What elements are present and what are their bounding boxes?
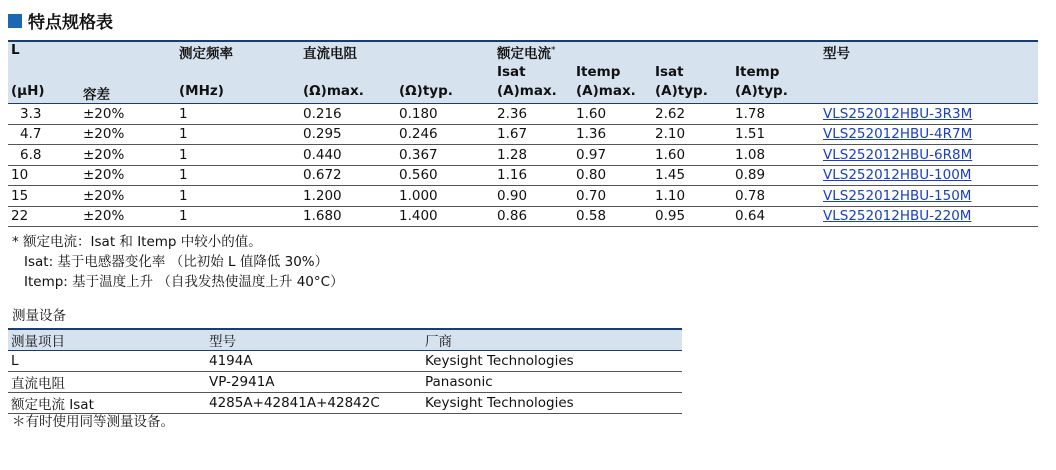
cell-itemp-typ: 0.64 xyxy=(732,206,820,227)
cell-L: 4.7 xyxy=(8,124,80,145)
cell-model: 4285A+42841A+42842C xyxy=(206,392,422,413)
cell-model: VP-2941A xyxy=(206,371,422,392)
cell-L: 22 xyxy=(8,206,80,227)
cell-dcr-typ: 1.400 xyxy=(396,206,494,227)
section-title xyxy=(8,8,113,33)
unit-isat-max: (A)max. xyxy=(494,83,573,104)
cell-isat-max: 0.86 xyxy=(494,206,573,227)
cell-freq: 1 xyxy=(176,124,300,145)
cell-dcr-max: 0.295 xyxy=(300,124,396,145)
unit-isat-typ: (A)typ. xyxy=(652,83,732,104)
spec-table xyxy=(8,40,1038,227)
cell-freq: 1 xyxy=(176,145,300,166)
header-itemp-max: Itemp xyxy=(573,64,652,83)
cell-dcr-typ: 0.180 xyxy=(396,104,494,125)
spec-header-row-1 xyxy=(8,41,1038,64)
cell-dcr-typ: 0.367 xyxy=(396,145,494,166)
header-model: 型号 xyxy=(206,329,422,351)
table-row xyxy=(8,351,682,372)
table-row xyxy=(8,124,1038,145)
cell-itemp-max: 1.36 xyxy=(573,124,652,145)
cell-L: 15 xyxy=(8,186,80,207)
header-isat-typ: Isat xyxy=(652,64,732,83)
cell-itemp-typ: 0.89 xyxy=(732,165,820,186)
cell-isat-max: 1.16 xyxy=(494,165,573,186)
cell-freq: 1 xyxy=(176,165,300,186)
section-title-text: 特点规格表 xyxy=(28,13,113,33)
table-row xyxy=(8,104,1038,125)
title-square-icon xyxy=(8,14,22,28)
cell-freq: 1 xyxy=(176,186,300,207)
model-link[interactable]: VLS252012HBU-4R7M xyxy=(823,126,973,143)
cell-maker: Keysight Technologies xyxy=(422,392,682,413)
cell-isat-max: 1.28 xyxy=(494,145,573,166)
header-item: 测量项目 xyxy=(8,329,206,351)
measurement-header-row xyxy=(8,329,682,351)
cell-L: 3.3 xyxy=(8,104,80,125)
unit-dcr-typ: (Ω)typ. xyxy=(396,83,494,104)
spec-header-row-2 xyxy=(8,64,1038,83)
cell-isat-typ: 1.45 xyxy=(652,165,732,186)
header-dcr: 直流电阻 xyxy=(300,41,494,64)
table-row xyxy=(8,145,1038,166)
cell-isat-typ: 0.95 xyxy=(652,206,732,227)
cell-isat-typ: 1.60 xyxy=(652,145,732,166)
footnote-isat: Isat: 基于电感器变化率 （比初始 L 值降低 30%） xyxy=(24,254,329,270)
cell-itemp-typ: 1.51 xyxy=(732,124,820,145)
cell-tol: ±20% xyxy=(80,104,176,125)
table-row xyxy=(8,186,1038,207)
cell-tol: ±20% xyxy=(80,145,176,166)
cell-dcr-max: 1.200 xyxy=(300,186,396,207)
cell-dcr-typ: 0.560 xyxy=(396,165,494,186)
cell-tol: ±20% xyxy=(80,186,176,207)
cell-dcr-max: 0.216 xyxy=(300,104,396,125)
unit-L: (μH) xyxy=(8,83,80,104)
unit-dcr-max: (Ω)max. xyxy=(300,83,396,104)
cell-itemp-max: 0.80 xyxy=(573,165,652,186)
table-row xyxy=(8,165,1038,186)
cell-itemp-typ: 0.78 xyxy=(732,186,820,207)
cell-itemp-typ: 1.78 xyxy=(732,104,820,125)
cell-itemp-max: 0.97 xyxy=(573,145,652,166)
footnotes xyxy=(12,232,344,292)
cell-item: L xyxy=(8,351,206,372)
cell-L: 10 xyxy=(8,165,80,186)
header-rated: 额定电流* xyxy=(494,41,820,64)
cell-itemp-max: 0.58 xyxy=(573,206,652,227)
rated-footnote-mark: * xyxy=(551,45,556,56)
header-maker: 厂商 xyxy=(422,329,682,351)
cell-L: 6.8 xyxy=(8,145,80,166)
cell-dcr-max: 1.680 xyxy=(300,206,396,227)
header-model: 型号 xyxy=(820,41,1038,64)
cell-freq: 1 xyxy=(176,206,300,227)
cell-itemp-typ: 1.08 xyxy=(732,145,820,166)
header-itemp-typ: Itemp xyxy=(732,64,820,83)
unit-freq: (MHz) xyxy=(176,83,300,104)
cell-isat-max: 1.67 xyxy=(494,124,573,145)
cell-dcr-typ: 0.246 xyxy=(396,124,494,145)
cell-freq: 1 xyxy=(176,104,300,125)
cell-isat-typ: 2.10 xyxy=(652,124,732,145)
model-link[interactable]: VLS252012HBU-100M xyxy=(823,167,972,184)
measurement-table xyxy=(8,328,682,414)
cell-tol: ±20% xyxy=(80,206,176,227)
cell-model: 4194A xyxy=(206,351,422,372)
cell-isat-max: 2.36 xyxy=(494,104,573,125)
measurement-note: ＊有时使用同等测量设备。 xyxy=(12,414,174,430)
cell-dcr-max: 0.440 xyxy=(300,145,396,166)
cell-item: 直流电阻 xyxy=(8,371,206,392)
model-link[interactable]: VLS252012HBU-220M xyxy=(823,208,972,225)
cell-dcr-typ: 1.000 xyxy=(396,186,494,207)
cell-itemp-max: 0.70 xyxy=(573,186,652,207)
table-row xyxy=(8,371,682,392)
cell-tol: ±20% xyxy=(80,124,176,145)
model-link[interactable]: VLS252012HBU-3R3M xyxy=(823,105,973,122)
cell-isat-typ: 1.10 xyxy=(652,186,732,207)
cell-maker: Keysight Technologies xyxy=(422,351,682,372)
header-L: L xyxy=(8,41,80,64)
cell-maker: Panasonic xyxy=(422,371,682,392)
header-freq: 测定频率 xyxy=(176,41,300,64)
unit-itemp-max: (A)max. xyxy=(573,83,652,104)
cell-tol: ±20% xyxy=(80,165,176,186)
footnote-itemp: Itemp: 基于温度上升 （自我发热使温度上升 40°C） xyxy=(24,274,344,290)
footnote-rated: * 额定电流：Isat 和 Itemp 中较小的值。 xyxy=(12,234,262,250)
table-row xyxy=(8,206,1038,227)
spec-header-row-3 xyxy=(8,83,1038,104)
cell-dcr-max: 0.672 xyxy=(300,165,396,186)
model-link[interactable]: VLS252012HBU-6R8M xyxy=(823,146,973,163)
cell-isat-max: 0.90 xyxy=(494,186,573,207)
measurement-title: 测量设备 xyxy=(12,308,66,324)
model-link[interactable]: VLS252012HBU-150M xyxy=(823,187,972,204)
header-isat-max: Isat xyxy=(494,64,573,83)
unit-itemp-typ: (A)typ. xyxy=(732,83,820,104)
cell-isat-typ: 2.62 xyxy=(652,104,732,125)
cell-item: 额定电流 Isat xyxy=(8,392,206,413)
cell-itemp-max: 1.60 xyxy=(573,104,652,125)
header-tolerance: 容差 xyxy=(80,83,176,104)
